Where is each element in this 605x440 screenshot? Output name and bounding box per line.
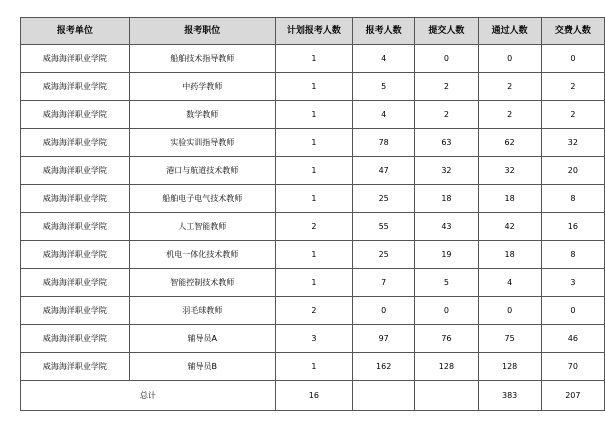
cell-position: 机电一体化技术教师 [129, 241, 275, 269]
table-row [21, 297, 605, 325]
cell-paid-count: 20 [541, 157, 604, 185]
cell-submitted-count: 0 [415, 297, 478, 325]
cell-submitted-count: 63 [415, 129, 478, 157]
table-row [21, 129, 605, 157]
cell-paid-count: 3 [541, 269, 604, 297]
cell-passed-count: 0 [478, 297, 541, 325]
cell-paid-count: 0 [541, 45, 604, 73]
cell-registered-count: 4 [353, 45, 415, 73]
cell-registered-count: 97 [353, 325, 415, 353]
cell-paid-count: 70 [541, 353, 604, 381]
cell-unit: 威海海洋职业学院 [21, 213, 130, 241]
total-plan: 16 [275, 381, 352, 411]
cell-passed-count: 2 [478, 101, 541, 129]
cell-unit: 威海海洋职业学院 [21, 185, 130, 213]
cell-paid-count: 2 [541, 73, 604, 101]
header-position: 报考职位 [129, 18, 275, 45]
cell-position: 船舶技术指导教师 [129, 45, 275, 73]
cell-unit: 威海海洋职业学院 [21, 73, 130, 101]
total-submitted [415, 381, 478, 411]
cell-submitted-count: 76 [415, 325, 478, 353]
cell-submitted-count: 2 [415, 101, 478, 129]
cell-passed-count: 128 [478, 353, 541, 381]
header-plan-count: 计划报考人数 [275, 18, 352, 45]
cell-paid-count: 0 [541, 297, 604, 325]
cell-position: 实验实训指导教师 [129, 129, 275, 157]
cell-passed-count: 18 [478, 241, 541, 269]
cell-plan-count: 1 [275, 101, 352, 129]
registration-table-container [20, 17, 605, 411]
cell-unit: 威海海洋职业学院 [21, 297, 130, 325]
cell-unit: 威海海洋职业学院 [21, 325, 130, 353]
cell-unit: 威海海洋职业学院 [21, 45, 130, 73]
table-row [21, 213, 605, 241]
cell-plan-count: 2 [275, 297, 352, 325]
cell-plan-count: 1 [275, 157, 352, 185]
cell-passed-count: 32 [478, 157, 541, 185]
cell-unit: 威海海洋职业学院 [21, 129, 130, 157]
cell-registered-count: 25 [353, 241, 415, 269]
cell-registered-count: 4 [353, 101, 415, 129]
total-row [21, 381, 605, 411]
cell-plan-count: 1 [275, 353, 352, 381]
cell-passed-count: 2 [478, 73, 541, 101]
cell-submitted-count: 18 [415, 185, 478, 213]
cell-registered-count: 55 [353, 213, 415, 241]
cell-registered-count: 5 [353, 73, 415, 101]
cell-submitted-count: 128 [415, 353, 478, 381]
cell-position: 港口与航道技术教师 [129, 157, 275, 185]
table-row [21, 325, 605, 353]
cell-plan-count: 2 [275, 213, 352, 241]
cell-submitted-count: 5 [415, 269, 478, 297]
cell-submitted-count: 32 [415, 157, 478, 185]
cell-registered-count: 47 [353, 157, 415, 185]
cell-unit: 威海海洋职业学院 [21, 157, 130, 185]
cell-submitted-count: 43 [415, 213, 478, 241]
cell-registered-count: 162 [353, 353, 415, 381]
total-label: 总计 [21, 381, 276, 411]
cell-plan-count: 1 [275, 45, 352, 73]
cell-plan-count: 1 [275, 129, 352, 157]
cell-passed-count: 0 [478, 45, 541, 73]
cell-position: 中药学教师 [129, 73, 275, 101]
total-registered [353, 381, 415, 411]
table-row [21, 269, 605, 297]
cell-registered-count: 7 [353, 269, 415, 297]
cell-submitted-count: 19 [415, 241, 478, 269]
table-row [21, 353, 605, 381]
header-passed-count: 通过人数 [478, 18, 541, 45]
cell-unit: 威海海洋职业学院 [21, 353, 130, 381]
table-row [21, 45, 605, 73]
header-registered-count: 报考人数 [353, 18, 415, 45]
cell-passed-count: 75 [478, 325, 541, 353]
cell-registered-count: 78 [353, 129, 415, 157]
cell-paid-count: 46 [541, 325, 604, 353]
cell-position: 人工智能教师 [129, 213, 275, 241]
cell-unit: 威海海洋职业学院 [21, 101, 130, 129]
table-row [21, 157, 605, 185]
cell-position: 船舶电子电气技术教师 [129, 185, 275, 213]
cell-unit: 威海海洋职业学院 [21, 241, 130, 269]
cell-plan-count: 1 [275, 73, 352, 101]
cell-plan-count: 1 [275, 185, 352, 213]
cell-position: 辅导员B [129, 353, 275, 381]
table-row [21, 241, 605, 269]
cell-plan-count: 1 [275, 241, 352, 269]
cell-registered-count: 25 [353, 185, 415, 213]
cell-plan-count: 1 [275, 269, 352, 297]
cell-position: 辅导员A [129, 325, 275, 353]
header-row [21, 18, 605, 45]
cell-registered-count: 0 [353, 297, 415, 325]
total-paid: 207 [541, 381, 604, 411]
table-row [21, 73, 605, 101]
cell-passed-count: 18 [478, 185, 541, 213]
cell-position: 数学教师 [129, 101, 275, 129]
cell-passed-count: 42 [478, 213, 541, 241]
table-body [21, 45, 605, 381]
cell-position: 智能控制技术教师 [129, 269, 275, 297]
cell-passed-count: 4 [478, 269, 541, 297]
cell-paid-count: 32 [541, 129, 604, 157]
header-paid-count: 交费人数 [541, 18, 604, 45]
cell-passed-count: 62 [478, 129, 541, 157]
header-unit: 报考单位 [21, 18, 130, 45]
registration-table [20, 17, 605, 411]
total-passed: 383 [478, 381, 541, 411]
cell-paid-count: 8 [541, 185, 604, 213]
table-row [21, 101, 605, 129]
cell-unit: 威海海洋职业学院 [21, 269, 130, 297]
cell-position: 羽毛球教师 [129, 297, 275, 325]
cell-paid-count: 2 [541, 101, 604, 129]
header-submitted-count: 提交人数 [415, 18, 478, 45]
cell-paid-count: 16 [541, 213, 604, 241]
cell-submitted-count: 2 [415, 73, 478, 101]
cell-paid-count: 8 [541, 241, 604, 269]
table-row [21, 185, 605, 213]
cell-plan-count: 3 [275, 325, 352, 353]
cell-submitted-count: 0 [415, 45, 478, 73]
